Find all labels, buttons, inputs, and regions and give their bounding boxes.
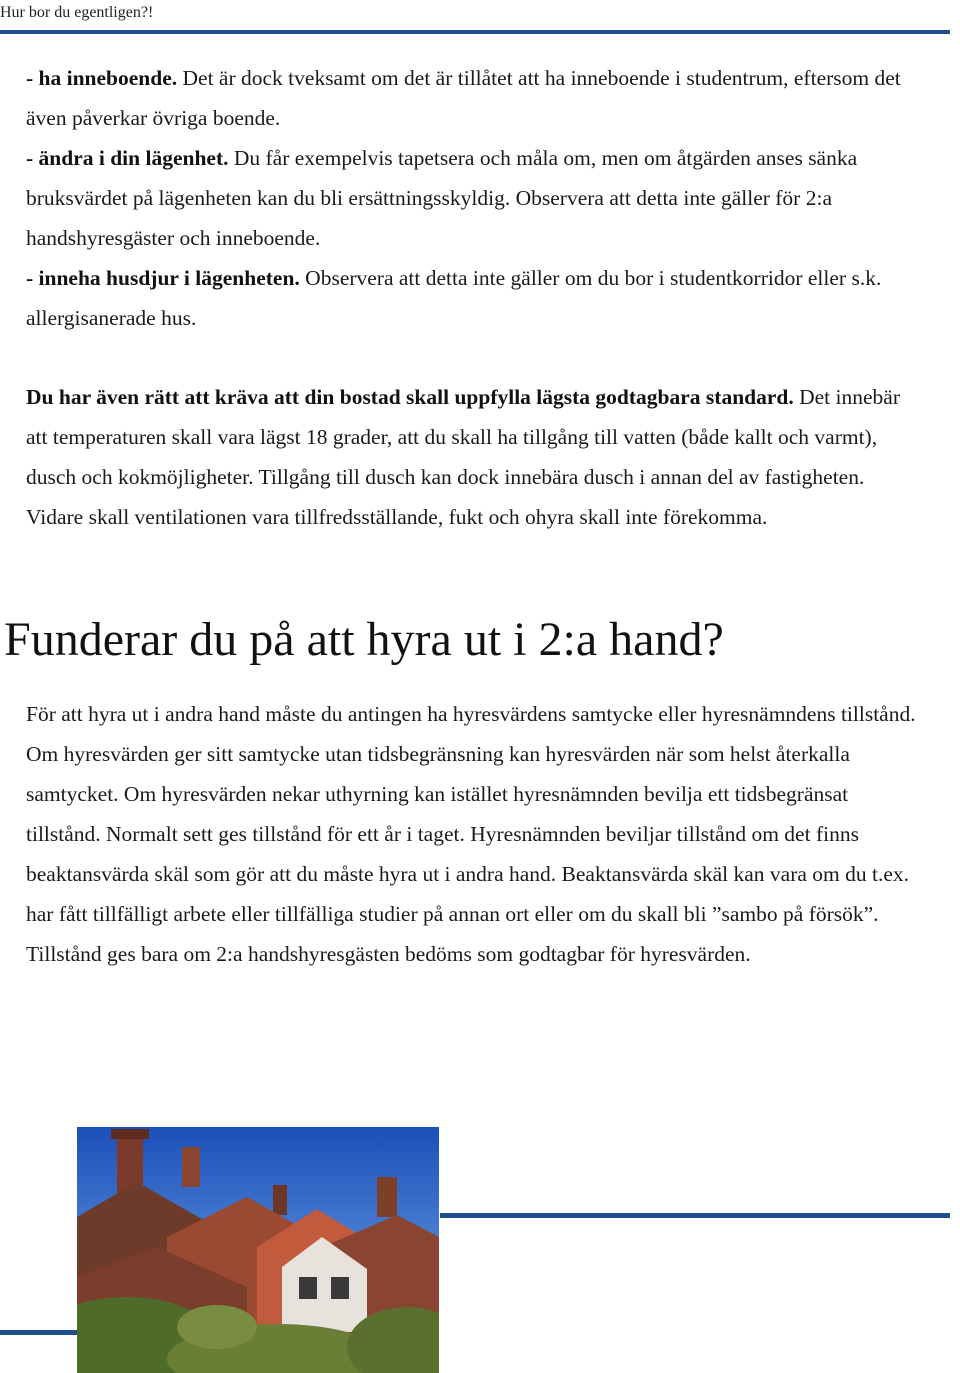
list-paragraph [26,58,926,338]
standard-text: Det innebär att temperaturen skall vara lägst 18 grader, att du skall ha tillgång till vatten (både kallt och varmt), dusch och kokmöjligheter. Tillgång till dusch kan dock innebära dusch i annan del av fastigheten. Vidare skall ventilationen vara tillfredsställande, fukt och ohyra skall inte förekomma. [26,385,900,529]
list-item-3-lead: - inneha husdjur i lägenheten. [26,266,300,290]
accent-rule-right [440,1213,950,1218]
list-item-1-lead: - ha inneboende. [26,66,178,90]
section-title: Funderar du på att hyra ut i 2:a hand? [4,613,724,666]
section-body: För att hyra ut i andra hand måste du antingen ha hyresvärdens samtycke eller hyresnämndens tillstånd. Om hyresvärden ger sitt samtycke utan tidsbegränsning kan hyresvärden när som helst återkalla samtycket. Om hyresvärden nekar uthyrning kan istället hyresnämnden bevilja ett tidsbegränsat tillstånd. Normalt sett ges tillstånd för ett år i taget. Hyresnämnden beviljar tillstånd om det finns beaktansvärda skäl som gör att du måste hyra ut i andra hand. Beaktansvärda skäl kan vara om du t.ex. har fått tillfälligt arbete eller tillfälliga studier på annan ort eller om du skall bli ”sambo på försök”. Tillstånd ges bara om 2:a handshyresgästen bedöms som godtagbar för hyresvärden. [26,702,916,966]
list-item-3-text: Observera att detta inte gäller om du bor i studentkorridor eller s.k. allergisanerade hus. [26,266,882,330]
standard-lead: Du har även rätt att kräva att din bostad skall uppfylla lägsta godtagbara standard. [26,385,794,409]
list-item-2-lead: - ändra i din lägenhet. [26,146,229,170]
list-item-1-text: Det är dock tveksamt om det är tillåtet att ha inneboende i studentrum, eftersom det även påverkar övriga boende. [26,66,901,130]
list-item-2-text: Du får exempelvis tapetsera och måla om, men om åtgärden anses sänka bruksvärdet på lägenheten kan du bli ersättningsskyldig. Observera att detta inte gäller för 2:a handshyresgäster och inneboende. [26,146,858,250]
rooftops-photo [77,1127,439,1373]
header-rule [0,30,950,34]
running-header: Hur bor du egentligen?! [0,4,154,21]
accent-rule-left [0,1330,78,1335]
standard-paragraph [26,377,926,537]
